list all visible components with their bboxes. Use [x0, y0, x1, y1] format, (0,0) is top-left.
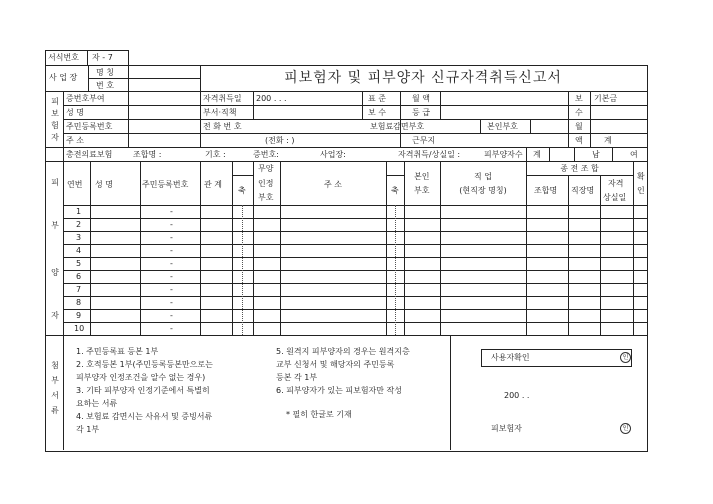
monthly-label: 월 액	[412, 94, 430, 103]
reduction-code-label: 보험료감면부호	[370, 122, 425, 131]
standard-label: 표 준	[368, 94, 386, 103]
col-prior-union: 종 전 조 합	[560, 164, 599, 173]
dept-label: 부서·직책	[203, 108, 237, 117]
business-label: 사 업 장	[49, 73, 78, 82]
col-union-name: 조합명	[534, 186, 558, 195]
row-num-4: 4	[76, 246, 82, 255]
business-name-label: 명 칭	[96, 68, 114, 77]
insured-acq-date-label: 자격취득일	[203, 94, 242, 103]
attach-left-2: 2. 호적등본 1부(주민등록등본만으로는	[76, 360, 213, 369]
row-dash-3: -	[170, 233, 173, 242]
user-seal: 인	[620, 352, 631, 363]
col-address: 주 소	[324, 180, 342, 189]
count-total-label: 계	[533, 150, 541, 159]
row-dash-9: -	[170, 311, 173, 320]
row-dash-6: -	[170, 272, 173, 281]
attach-left-7: 각 1부	[76, 425, 100, 434]
address-label: 주 소	[66, 136, 84, 145]
col-workplace-name: 직장명	[571, 186, 595, 195]
pay-label-2: 수	[575, 108, 583, 117]
attach-right-1: 5. 원격지 피부양자의 경우는 원격지층	[276, 347, 410, 356]
attach-side-3: 서	[51, 391, 59, 400]
col-check-1: 확	[637, 172, 645, 181]
col-support-1: 무양	[258, 164, 274, 173]
acq-loss-date-label: 자격취득/상실일 :	[398, 150, 461, 159]
dep-side-1: 피	[51, 178, 59, 187]
col-name: 성 명	[95, 180, 113, 189]
pay-label-3: 월	[575, 122, 583, 131]
col-support-2: 인정	[258, 179, 274, 188]
attach-side-2: 부	[51, 376, 59, 385]
attach-right-2: 교부 신청서 및 해당자의 주민등록	[276, 360, 395, 369]
insured-signer-label: 피보험자	[491, 424, 522, 433]
row-num-1: 1	[76, 207, 82, 216]
prior-insurance-label: 총전의료보험	[66, 150, 113, 159]
col-support-3: 부호	[258, 193, 274, 202]
count-female-label: 여	[630, 150, 638, 159]
col-axis-1: 축	[238, 186, 246, 195]
dep-side-4: 자	[51, 311, 59, 320]
row-dash-8: -	[170, 298, 173, 307]
pay-label-4: 액	[575, 136, 583, 145]
row-dash-1: -	[170, 207, 173, 216]
col-axis-2: 축	[391, 186, 399, 195]
symbol-label: 기호 :	[205, 150, 226, 159]
col-self-2: 부호	[414, 186, 430, 195]
attach-left-4: 3. 기타 피부양자 인정기준에서 특별히	[76, 386, 210, 395]
attach-right-4: 6. 피부양자가 있는 피보험자만 작성	[276, 386, 402, 395]
col-job-sub: (현직장 명칭)	[459, 186, 507, 195]
phone-label: 전 화 번 호	[203, 122, 242, 131]
pay-grade-label-2: 등 급	[412, 108, 430, 117]
attach-side-1: 첨	[51, 361, 59, 370]
row-dash-7: -	[170, 285, 173, 294]
attach-left-5: 요하는 서류	[76, 399, 118, 408]
insured-cert-no: 증번호부여	[66, 94, 105, 103]
workplace-label: 근무지	[412, 136, 436, 145]
col-serial: 연번	[67, 180, 83, 189]
attach-right-3: 등본 각 1부	[276, 373, 318, 382]
dep-side-3: 양	[51, 268, 59, 277]
insured-side-label: 피 보 험 자	[51, 97, 59, 142]
row-dash-2: -	[170, 220, 173, 229]
union-name-label: 조합명 :	[133, 150, 162, 159]
insured-acq-date: 200 . . .	[256, 94, 287, 103]
dependents-count-label: 피부양자수	[484, 150, 523, 159]
pay-grade-label-1: 보 수	[368, 108, 386, 117]
row-num-9: 9	[76, 311, 82, 320]
business-number-label: 번 호	[96, 81, 114, 90]
row-num-10: 10	[74, 324, 85, 333]
user-confirm-label: 사용자확인	[491, 353, 530, 362]
row-num-3: 3	[76, 233, 82, 242]
row-dash-10: -	[170, 324, 173, 333]
attach-left-3: 피부양자 인정조건을 알수 없는 경우)	[76, 373, 206, 382]
row-num-5: 5	[76, 259, 82, 268]
count-male-label: 남	[592, 150, 600, 159]
col-check-2: 인	[637, 186, 645, 195]
base-pay-label: 기본금	[594, 94, 618, 103]
total-label: 계	[604, 136, 612, 145]
dep-side-2: 부	[51, 221, 59, 230]
col-relation: 관 계	[204, 180, 222, 189]
pay-label-1: 보	[575, 94, 583, 103]
row-num-2: 2	[76, 220, 82, 229]
attach-left-1: 1. 주민등록표 등본 1부	[76, 347, 159, 356]
attach-left-6: 4. 보험료 감면시는 사유서 및 증빙서류	[76, 412, 213, 421]
cert-no-label: 증번호:	[253, 150, 279, 159]
self-code-label: 본인부호	[487, 122, 518, 131]
insured-name-label: 성 명	[66, 108, 84, 117]
col-job: 직 업	[474, 172, 492, 181]
row-num-7: 7	[76, 285, 82, 294]
form-number-value: 자 - 7	[92, 53, 113, 62]
col-qual-1: 자격	[608, 179, 624, 188]
col-qual-2: 상실일	[603, 193, 627, 202]
col-rrn: 주민등록번호	[142, 180, 189, 189]
row-dash-4: -	[170, 246, 173, 255]
form-number-label: 서식번호	[48, 53, 79, 62]
attach-side-4: 류	[51, 406, 59, 415]
col-self-1: 본인	[414, 172, 430, 181]
insured-seal: 인	[620, 423, 631, 434]
form-title: 피보험자 및 피부양자 신규자격취득신고서	[284, 70, 562, 86]
row-dash-5: -	[170, 259, 173, 268]
confirm-date: 200 . .	[504, 391, 530, 400]
address-phone: (전화 : )	[265, 136, 295, 145]
attach-note: * 필히 한글로 기재	[286, 410, 352, 419]
insured-rrn-label: 주민등록번호	[66, 122, 113, 131]
row-num-8: 8	[76, 298, 82, 307]
workplace-summary-label: 사업장:	[320, 150, 346, 159]
row-num-6: 6	[76, 272, 82, 281]
